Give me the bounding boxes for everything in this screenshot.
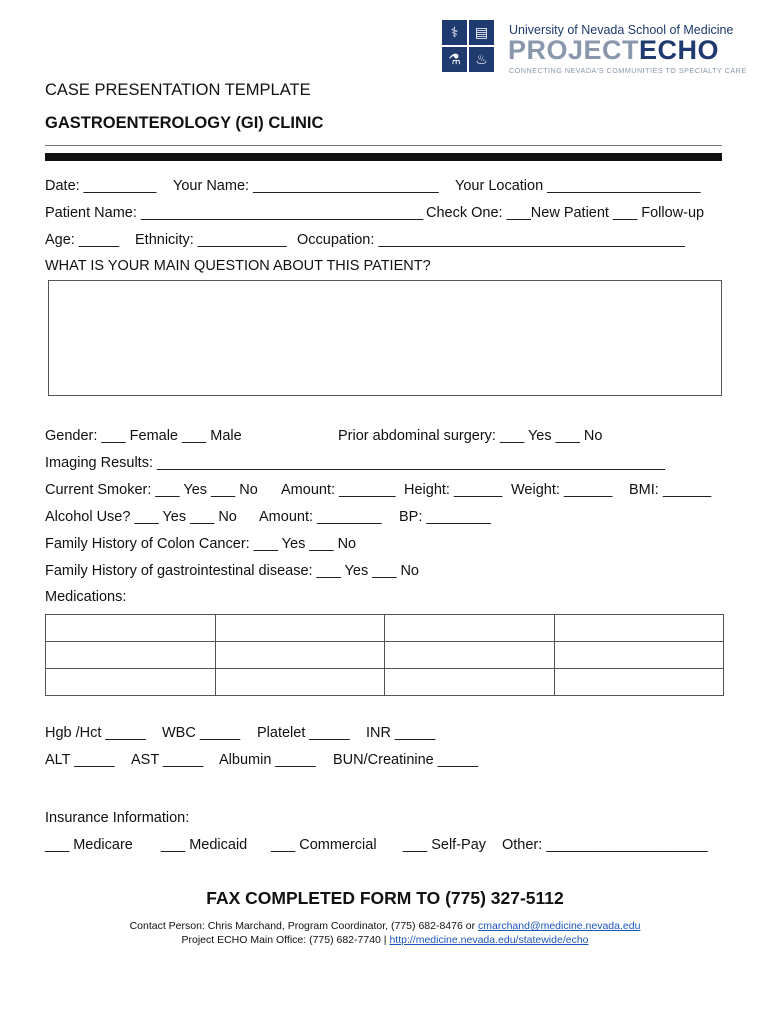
contact-text: Contact Person: Chris Marchand, Program Coordinator, (775) 682-8476 or — [129, 920, 478, 932]
platelet-field[interactable]: Platelet _____ — [257, 725, 350, 741]
alcohol-amount-field[interactable]: Amount: ________ — [259, 509, 382, 525]
imaging-results-field[interactable]: Imaging Results: _______________________________________________________________ — [45, 455, 666, 471]
ast-field[interactable]: AST _____ — [131, 752, 204, 768]
logo-university-name: University of Nevada School of Medicine — [509, 23, 734, 37]
table-cell[interactable] — [46, 642, 216, 669]
table-cell[interactable] — [46, 615, 216, 642]
table-cell[interactable] — [46, 669, 216, 696]
age-field[interactable]: Age: _____ — [45, 232, 120, 248]
insurance-label: Insurance Information: — [45, 810, 190, 826]
your-name-field[interactable]: Your Name: _______________________ — [173, 178, 439, 194]
logo-wordmark — [508, 35, 719, 66]
table-cell[interactable] — [385, 669, 555, 696]
family-history-gi-field[interactable]: Family History of gastrointestinal disease: ___ Yes ___ No — [45, 563, 419, 579]
occupation-field[interactable]: Occupation: ______________________________________ — [297, 232, 685, 248]
medicare-option[interactable]: ___ Medicare — [45, 837, 133, 853]
table-cell[interactable] — [554, 642, 724, 669]
contact-email-link[interactable]: cmarchand@medicine.nevada.edu — [478, 920, 641, 932]
family-history-colon-field[interactable]: Family History of Colon Cancer: ___ Yes ___ No — [45, 536, 357, 552]
check-one-field[interactable]: Check One: ___New Patient ___ Follow-up — [426, 205, 705, 221]
other-insurance-field[interactable]: Other: ____________________ — [502, 837, 708, 853]
table-row — [46, 615, 724, 642]
alcohol-use-field[interactable]: Alcohol Use? ___ Yes ___ No — [45, 509, 237, 525]
height-field[interactable]: Height: ______ — [404, 482, 503, 498]
alt-field[interactable]: ALT _____ — [45, 752, 115, 768]
logo-wordmark-project: PROJECT — [508, 35, 640, 65]
gender-field[interactable]: Gender: ___ Female ___ Male — [45, 428, 242, 444]
hgb-hct-field[interactable]: Hgb /Hct _____ — [45, 725, 146, 741]
prior-surgery-field[interactable]: Prior abdominal surgery: ___ Yes ___ No — [338, 428, 603, 444]
commercial-option[interactable]: ___ Commercial — [271, 837, 377, 853]
divider-thick — [45, 153, 722, 161]
logo-wordmark-echo: ECHO — [639, 35, 720, 65]
table-row — [46, 642, 724, 669]
book-icon: ▤ — [469, 20, 494, 45]
current-smoker-field[interactable]: Current Smoker: ___ Yes ___ No — [45, 482, 258, 498]
microscope-icon: ⚗ — [442, 47, 467, 72]
medicaid-option[interactable]: ___ Medicaid — [161, 837, 248, 853]
template-title: CASE PRESENTATION TEMPLATE — [45, 81, 311, 99]
medications-table — [45, 614, 724, 696]
wbc-field[interactable]: WBC _____ — [162, 725, 241, 741]
fax-instruction: FAX COMPLETED FORM TO (775) 327-5112 — [206, 888, 564, 908]
albumin-field[interactable]: Albumin _____ — [219, 752, 316, 768]
self-pay-option[interactable]: ___ Self-Pay — [403, 837, 487, 853]
date-field[interactable]: Date: _________ — [45, 178, 157, 194]
ethnicity-field[interactable]: Ethnicity: ___________ — [135, 232, 287, 248]
project-echo-logo — [442, 20, 747, 78]
divider-thin — [45, 145, 722, 146]
bp-field[interactable]: BP: ________ — [399, 509, 491, 525]
caduceus-icon: ⚕ — [442, 20, 467, 45]
table-cell[interactable] — [554, 669, 724, 696]
lamp-icon: ♨ — [469, 47, 494, 72]
office-line — [0, 934, 770, 946]
office-url-link[interactable]: http://medicine.nevada.edu/statewide/echo — [389, 934, 589, 946]
medications-label: Medications: — [45, 589, 127, 605]
table-cell[interactable] — [385, 615, 555, 642]
your-location-field[interactable]: Your Location ___________________ — [455, 178, 701, 194]
smoker-amount-field[interactable]: Amount: _______ — [281, 482, 396, 498]
table-cell[interactable] — [385, 642, 555, 669]
clinic-title: GASTROENTEROLOGY (GI) CLINIC — [45, 114, 324, 132]
bun-creatinine-field[interactable]: BUN/Creatinine _____ — [333, 752, 479, 768]
inr-field[interactable]: INR _____ — [366, 725, 436, 741]
table-row — [46, 669, 724, 696]
logo-tagline: CONNECTING NEVADA'S COMMUNITIES TO SPECIALTY CARE — [509, 66, 747, 75]
main-question-box[interactable] — [48, 280, 722, 396]
table-cell[interactable] — [215, 642, 385, 669]
main-question-label: WHAT IS YOUR MAIN QUESTION ABOUT THIS PATIENT? — [45, 258, 431, 274]
contact-line — [0, 920, 770, 932]
table-cell[interactable] — [554, 615, 724, 642]
weight-field[interactable]: Weight: ______ — [511, 482, 613, 498]
table-cell[interactable] — [215, 615, 385, 642]
bmi-field[interactable]: BMI: ______ — [629, 482, 712, 498]
office-text: Project ECHO Main Office: (775) 682-7740 | — [181, 934, 390, 946]
table-cell[interactable] — [215, 669, 385, 696]
patient-name-field[interactable]: Patient Name: ___________________________________ — [45, 205, 424, 221]
